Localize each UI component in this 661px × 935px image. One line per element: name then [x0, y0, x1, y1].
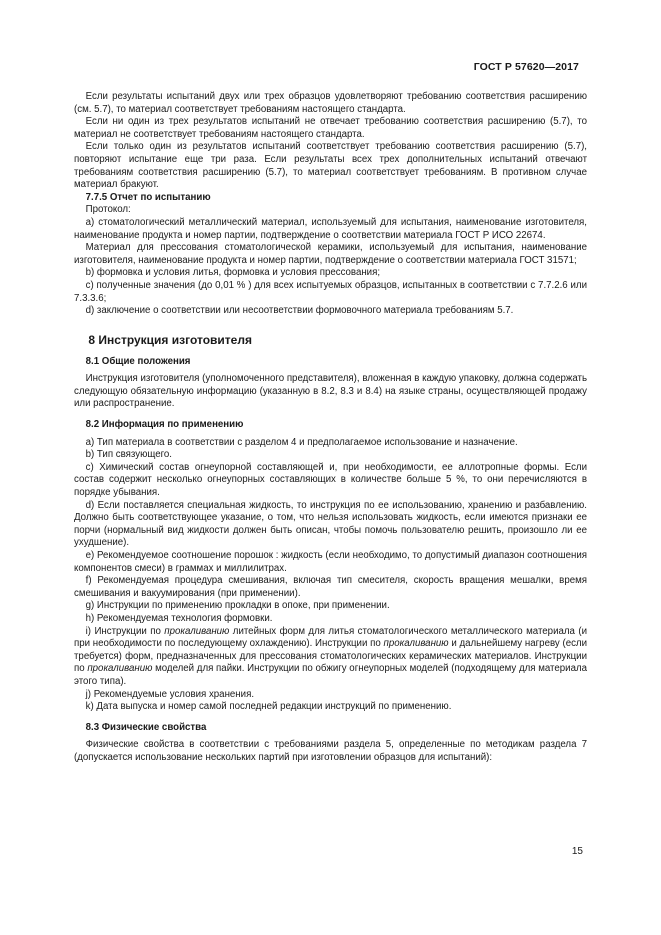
list-item-d: d) заключение о соответствии или несоответствии формовочного материала требованиям 5.7. — [85, 305, 514, 317]
list-item-e: e) Рекомендуемое соотношение порошок : жидкость (если необходимо, то допустимый диапазон соотношения компонентов смеси) в граммах и миллилитрах. — [74, 550, 587, 574]
paragraph: Материал для прессования стоматологической керамики, используемый для испытания, наименование изготовителя, наименование продукта и номер партии, подтверждение о соответствии материала ГОСТ 31571; — [74, 242, 587, 266]
list-item-h: h) Рекомендуемая технология формовки. — [85, 612, 273, 624]
page-number: 15 — [571, 846, 583, 857]
list-item-b: b) формовка и условия литья, формовка и условия прессования; — [85, 267, 381, 279]
list-item-c: c) Химический состав огнеупорной составляющей и, при необходимости, ее аллотропные формы. Если состав содержит несколько огнеупорных составляющих в количестве больше 5 %, то они перечисляются в порядке убывания. — [74, 461, 587, 499]
subsection-heading-8-2: 8.2 Информация по применению — [85, 419, 244, 431]
paragraph: Если ни один из трех результатов испытаний не отвечает требованию соответствия расширению (5.7), то материал не соответствует требованиям настоящего стандарта. — [74, 116, 587, 140]
list-item-a: a) Тип материала в соответствии с разделом 4 и предполагаемое использование и назначение. — [85, 436, 518, 448]
list-item-g: g) Инструкции по применению прокладки в опоке, при применении. — [85, 600, 390, 612]
list-item-k: k) Дата выпуска и номер самой последней редакции инструкций по применению. — [85, 701, 452, 713]
paragraph: Если результаты испытаний двух или трех образцов удовлетворяют требованию соответствия расширению (см. 5.7), то материал соответствует требованиям настоящего стандарта. — [74, 91, 587, 115]
list-item-b: b) Тип связующего. — [85, 449, 172, 461]
standard-designation: ГОСТ Р 57620—2017 — [473, 61, 579, 73]
paragraph: Если только один из результатов испытаний соответствует требованию соответствия расширению (5.7), повторяют испытание еще три раза. Если результаты всех трех дополнительных испытаний отвечают требованиям соответствия расширению (5.7), то материал соответствует требованиям. В противном случае материал бракуют. — [74, 141, 587, 191]
list-item-a: а) стоматологический металлический материал, используемый для испытания, наименование изготовителя, наименование продукта и номер партии, подтверждение о соответствии материала ГОСТ Р ИСО 22674. — [74, 216, 587, 241]
list-item-d: d) Если поставляется специальная жидкость, то инструкция по ее использованию, хранению и разбавлению. Должно быть соответствующее указание, о том, что нельзя использовать жидкость, если имеются признаки ее порчи (нормальный вид жидкости должен быть описан, чтобы помочь пользователю решить, произошло ли ее ухудшение). — [74, 499, 587, 549]
list-item-i: i) Инструкции по прокаливанию литейных форм для литья стоматологического металлического материала (и при необходимости по последующему охлаждению). Инструкции по прокаливанию и дальнейшему нагреву (если требуется) форм, предназначенных для прессования стоматологических керамических материалов. Инструкции по прокаливанию моделей для пайки. Инструкции по обжигу огнеупорных моделей (подходящему для материала этого типа). — [74, 625, 588, 687]
paragraph: Физические свойства в соответствии с требованиями раздела 5, определенные по методикам раздела 7 (допускается использование нескольких партий при изготовлении образцов для испытаний): — [74, 739, 587, 763]
list-item-f: f) Рекомендуемая процедура смешивания, включая тип смесителя, скорость вращения мешалки, время смешивания и вакуумирования (при применении). — [74, 575, 587, 599]
paragraph: Протокол: — [85, 204, 131, 216]
list-item-j: j) Рекомендуемые условия хранения. — [85, 688, 255, 700]
subsection-heading-8-3: 8.3 Физические свойства — [85, 721, 207, 733]
subsection-heading-8-1: 8.1 Общие положения — [85, 355, 191, 367]
page-body — [74, 91, 587, 765]
section-heading-8: 8 Инструкция изготовителя — [88, 332, 252, 347]
subsection-heading-7-7-5: 7.7.5 Отчет по испытанию — [85, 191, 211, 203]
list-item-c: c) полученные значения (до 0,01 % ) для всех испытуемых образцов, испытанных в соответствии с 7.7.2.6 или 7.3.3.6; — [74, 279, 587, 304]
paragraph: Инструкция изготовителя (уполномоченного представителя), вложенная в каждую упаковку, должна содержать следующую обязательную информацию (указанную в 8.2, 8.3 и 8.4) на языке страны, осуществляющей продажу или распространение. — [74, 373, 587, 410]
